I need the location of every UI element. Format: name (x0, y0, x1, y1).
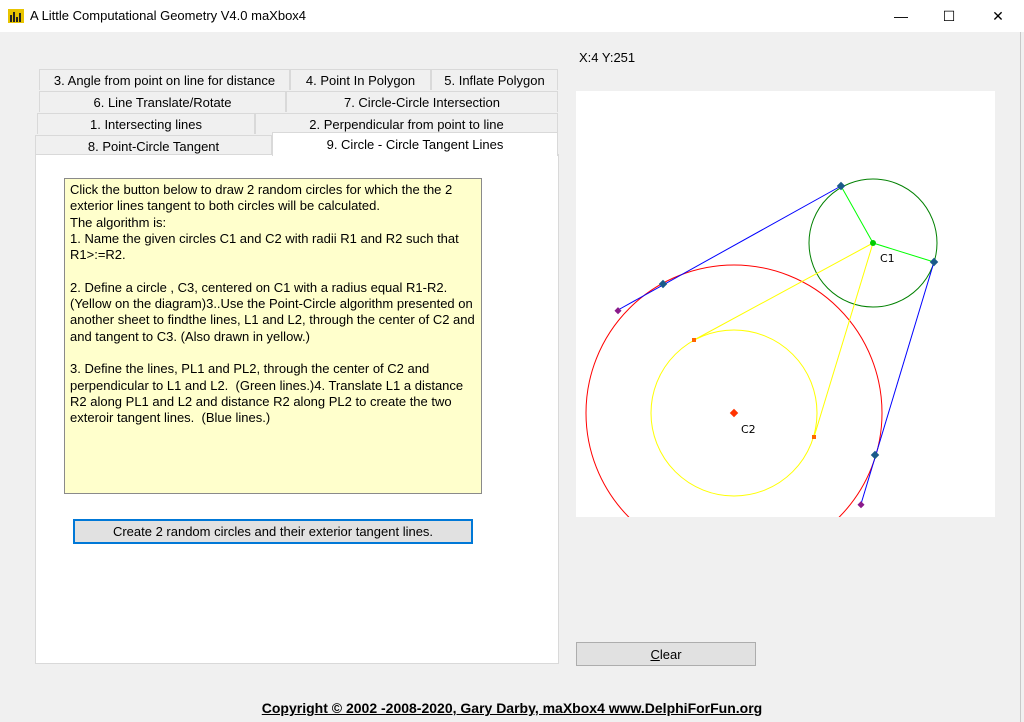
clear-button[interactable] (576, 642, 756, 666)
tab-circle-circle-intersection[interactable]: 7. Circle-Circle Intersection (286, 91, 558, 112)
blue-tangent-2 (861, 262, 934, 504)
point-tangent-c2-bottom (871, 451, 879, 459)
drawing-canvas[interactable] (576, 91, 995, 517)
label-c2: C2 (741, 423, 756, 436)
tab-intersecting-lines[interactable]: 1. Intersecting lines (37, 113, 255, 134)
window-title: A Little Computational Geometry V4.0 maXbox4 (30, 8, 307, 23)
maximize-button[interactable] (926, 0, 972, 32)
instructions-memo[interactable]: Click the button below to draw 2 random circles for which the the 2 exterior lines tangent to both circles will be calculated. The algorithm is: 1. Name the given circles C1 and C2 with radii R1 and R2 such that R1>:=R2. 2. Define a circle , C3, centered on C1 with a radius equal R1-R2. (Yellow on the diagram)3..Use the Point-Circle algorithm presented on another sheet to findthe lines, L1 and L2, through the center of C2 and and tangent to C3. (Also drawn in yellow.) 3. Define the lines, PL1 and PL2, through the center of C2 and perpendicular to L1 and L2. (Green lines.)4. Translate L1 a distance R2 along PL1 and L2 and distance R2 along PL2 to create the two exteroir tangent lines. (Blue lines.) (64, 178, 482, 494)
minimize-icon: — (894, 8, 908, 24)
label-c1: C1 (880, 252, 895, 265)
close-icon: ✕ (992, 7, 1004, 24)
mouse-coordinates: X:4 Y:251 (579, 50, 636, 65)
window-edge (1020, 32, 1021, 722)
tab-panel (35, 154, 559, 664)
tab-angle-from-point[interactable]: 3. Angle from point on line for distance (39, 69, 290, 90)
tab-point-circle-tangent[interactable]: 8. Point-Circle Tangent (35, 135, 272, 156)
copyright-link[interactable]: Copyright © 2002 -2008-2020, Gary Darby, maXbox4 www.DelphiForFun.org (261, 700, 763, 716)
point-c3-tangent-2 (812, 435, 816, 439)
tab-inflate-polygon[interactable]: 5. Inflate Polygon (431, 69, 558, 90)
close-button[interactable] (975, 0, 1021, 32)
tab-line-translate-rotate[interactable]: 6. Line Translate/Rotate (39, 91, 286, 112)
point-c1-center (870, 240, 876, 246)
point-c2-center (730, 409, 738, 417)
clear-button-accel: C (650, 646, 660, 662)
tab-circle-circle-tangent-lines[interactable]: 9. Circle - Circle Tangent Lines (272, 132, 558, 156)
blue-tangent-1 (618, 186, 841, 310)
app-icon (8, 9, 24, 23)
green-line-pl1 (841, 186, 873, 243)
yellow-line-l1 (694, 243, 873, 340)
clear-button-label: lear (659, 646, 682, 662)
geometry-diagram (576, 91, 995, 517)
point-c3-tangent-1 (692, 338, 696, 342)
point-tangent-c1-right (930, 258, 938, 266)
point-end-bottom (857, 501, 864, 508)
maximize-icon: ☐ (942, 7, 956, 24)
create-circles-button[interactable]: Create 2 random circles and their exterior tangent lines. (73, 519, 473, 544)
tab-point-in-polygon[interactable]: 4. Point In Polygon (290, 69, 431, 90)
yellow-line-l2 (814, 243, 873, 437)
title-bar (0, 0, 1024, 32)
minimize-button[interactable] (878, 0, 924, 32)
tab-perpendicular-point-line[interactable]: 2. Perpendicular from point to line (255, 113, 558, 134)
